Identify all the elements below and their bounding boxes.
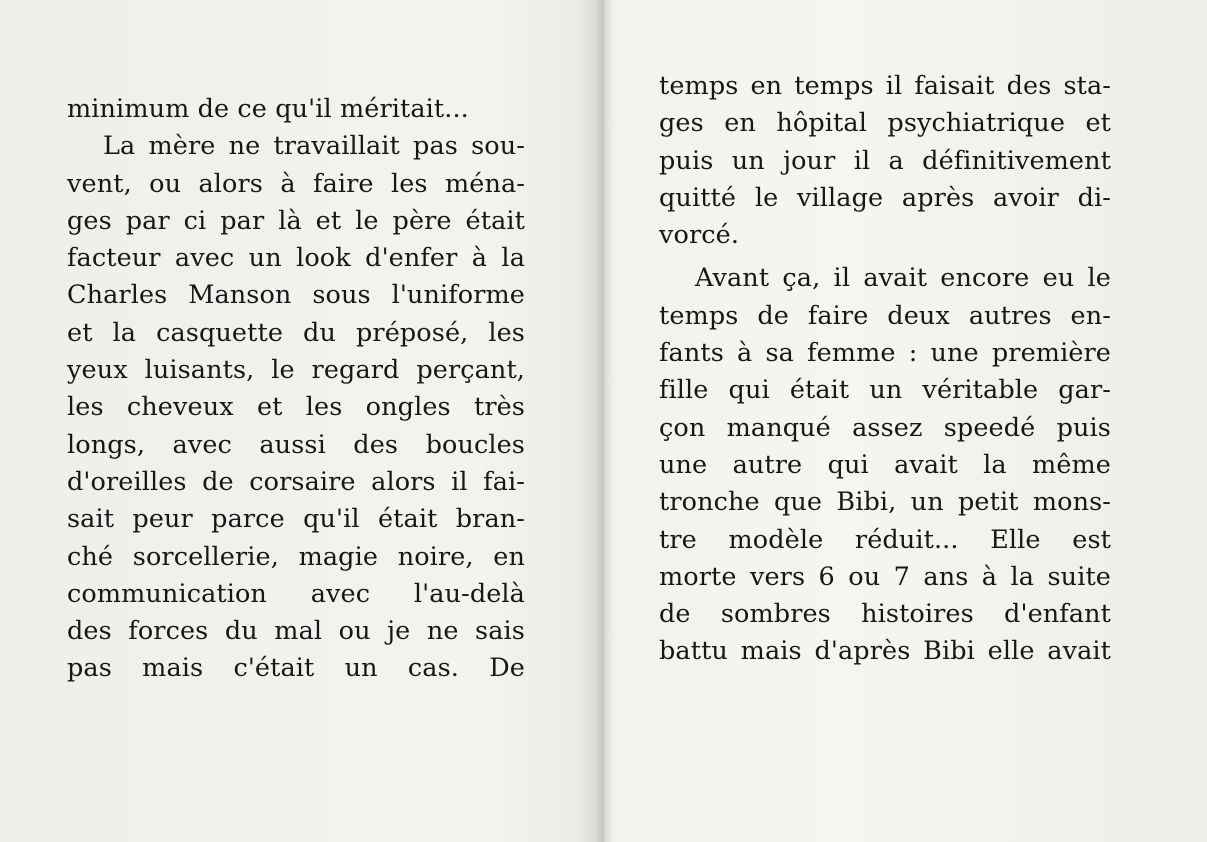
text-line: Charles Manson sous l'uniforme (67, 280, 525, 311)
text-line: et la casquette du préposé, les (67, 317, 525, 348)
text-line: tre modèle réduit... Elle est (659, 524, 1111, 555)
text-line: d'oreilles de corsaire alors il fai- (67, 466, 525, 497)
text-line: Avant ça, il avait encore eu le (695, 263, 1111, 294)
text-line: une autre qui avait la même (659, 449, 1111, 480)
text-line: les cheveux et les ongles très (67, 392, 525, 423)
text-line: battu mais d'après Bibi elle avait (659, 636, 1111, 667)
text-line: La mère ne travaillait pas sou- (103, 131, 525, 162)
text-line: fille qui était un véritable gar- (659, 375, 1111, 406)
text-line: communication avec l'au-delà (67, 578, 525, 609)
text-line: temps de faire deux autres en- (659, 300, 1111, 331)
text-line: tronche que Bibi, un petit mons- (659, 487, 1111, 518)
text-line: fants à sa femme : une première (659, 338, 1111, 369)
text-line: ges en hôpital psychiatrique et (659, 108, 1111, 139)
text-line: longs, avec aussi des boucles (67, 429, 525, 460)
text-line: de sombres histoires d'enfant (659, 599, 1111, 630)
right-page-text (659, 68, 1111, 671)
left-page (0, 0, 603, 842)
left-page-text (67, 91, 525, 688)
text-line: minimum de ce qu'il méritait... (67, 94, 469, 124)
text-line: çon manqué assez speedé puis (659, 412, 1111, 443)
text-line: ges par ci par là et le père était (67, 205, 525, 236)
text-line: yeux luisants, le regard perçant, (67, 355, 525, 386)
text-line: temps en temps il faisait des sta- (659, 71, 1111, 101)
text-line: ché sorcellerie, magie noire, en (67, 541, 525, 572)
text-line: des forces du mal ou je ne sais (67, 616, 525, 647)
text-line: quitté le village après avoir di- (659, 182, 1111, 213)
text-line: pas mais c'était un cas. De (67, 653, 525, 684)
text-line: puis un jour il a définitivement (659, 145, 1111, 176)
text-line: facteur avec un look d'enfer à la (67, 243, 525, 274)
text-line: sait peur parce qu'il était bran- (67, 504, 525, 535)
text-line: morte vers 6 ou 7 ans à la suite (659, 561, 1111, 592)
text-line: vent, ou alors à faire les ména- (67, 168, 525, 199)
text-line: vorcé. (659, 220, 740, 251)
right-page (603, 0, 1207, 842)
